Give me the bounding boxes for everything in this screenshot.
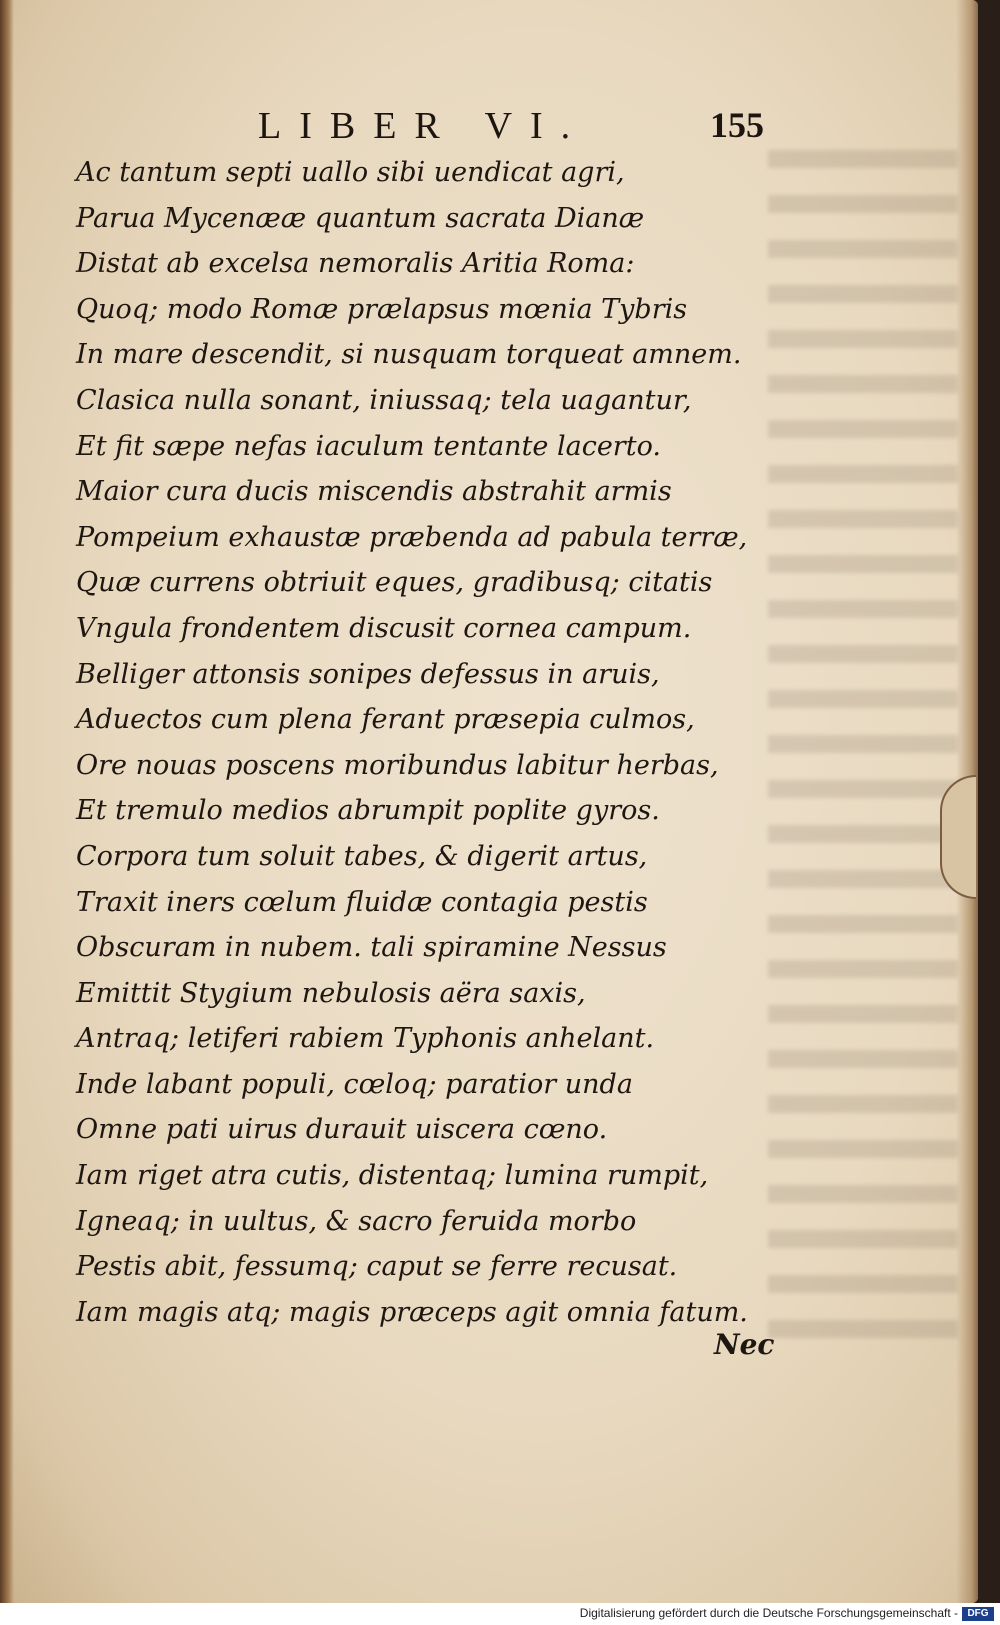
verse-line: Et tremulo medios abrumpit poplite gyros. <box>76 795 660 827</box>
verse-line: Aduectos cum plena ferant præsepia culmos, <box>76 704 695 736</box>
verse-line: Igneaq; in uultus, & sacro feruida morbo <box>76 1205 637 1237</box>
footer-credit: Digitalisierung gefördert durch die Deutsche Forschungsgemeinschaft - <box>579 1606 958 1620</box>
page-number: 155 <box>710 105 764 145</box>
verse-line: Distat ab excelsa nemoralis Aritia Roma: <box>76 248 635 280</box>
verse-line: Ac tantum septi uallo sibi uendicat agri, <box>76 157 625 188</box>
verse-line: In mare descendit, si nusquam torqueat amnem. <box>76 339 742 371</box>
verse-line: Et fit sæpe nefas iaculum tentante lacerto. <box>76 430 661 462</box>
verse-line: Clasica nulla sonant, iniussaq; tela uagantur, <box>76 384 692 416</box>
catchword: Nec <box>714 1328 775 1361</box>
verse-line: Iam riget atra cutis, distentaq; lumina rumpit, <box>76 1160 709 1192</box>
dfg-logo-icon: DFG <box>962 1607 994 1621</box>
verse-line: Antraq; letiferi rabiem Typhonis anhelant. <box>76 1023 655 1055</box>
verse-line: Inde labant populi, cœloq; paratior unda <box>76 1068 633 1100</box>
thumb-tab <box>940 775 976 899</box>
verse-line: Traxit iners cœlum fluidæ contagia pestis <box>76 886 648 918</box>
show-through-text <box>768 150 958 1350</box>
verse-line: Belliger attonsis sonipes defessus in aruis, <box>76 658 660 690</box>
page-header <box>258 104 764 154</box>
verse-line: Iam magis atq; magis præceps agit omnia fatum. <box>76 1296 748 1328</box>
verse-line: Obscuram in nubem. tali spiramine Nessus <box>76 932 667 964</box>
verse-line: Pompeium exhaustæ præbenda ad pabula terræ, <box>76 521 748 553</box>
verse-line: Corpora tum soluit tabes, & digerit artus, <box>76 840 648 872</box>
verse-line: Vngula frondentem discusit cornea campum. <box>76 612 692 644</box>
verse-line: Maior cura ducis miscendis abstrahit armis <box>76 476 672 508</box>
verse-line: Quoq; modo Romæ prælapsus mœnia Tybris <box>76 293 688 325</box>
verse-line: Pestis abit, fessumq; caput se ferre recusat. <box>76 1251 678 1283</box>
verse-line: Parua Mycenææ quantum sacrata Dianæ <box>76 202 645 234</box>
verse-line: Omne pati uirus durauit uiscera cœno. <box>76 1114 608 1146</box>
running-head: LIBER VI. <box>258 105 589 147</box>
page-gutter <box>0 0 14 1603</box>
verse-line: Ore nouas poscens moribundus labitur herbas, <box>76 749 719 781</box>
verse-line: Emittit Stygium nebulosis aëra saxis, <box>76 977 586 1009</box>
verse-line: Quæ currens obtriuit eques, gradibusq; citatis <box>76 567 713 599</box>
verse-block <box>76 150 776 1335</box>
digitization-footer <box>0 1603 1000 1625</box>
